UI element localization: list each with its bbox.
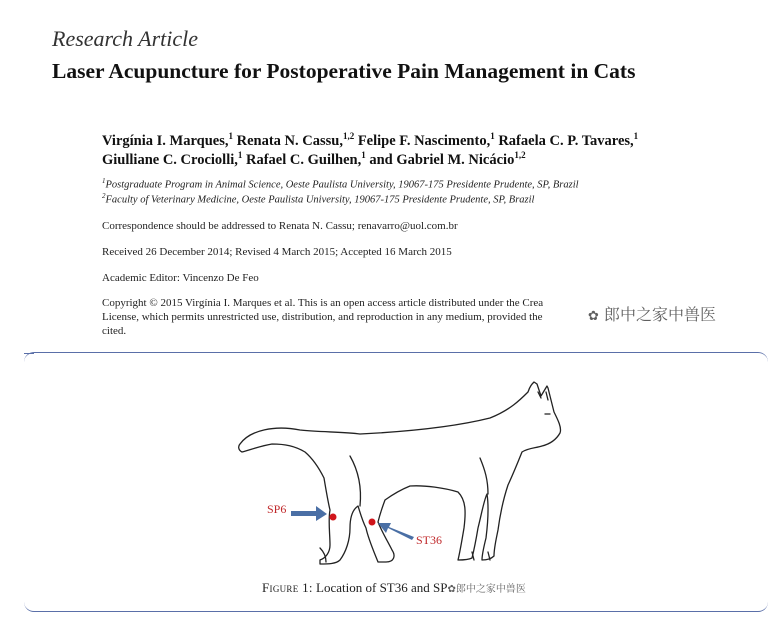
author-name: Virgínia I. Marques, [102, 132, 229, 149]
cat-front-leg-line [480, 458, 488, 494]
figure-caption [262, 580, 526, 596]
affiliation-mark: 2 [102, 192, 106, 200]
figure-caption-text: Location of ST36 and SP [316, 580, 448, 595]
sp6-marker [330, 514, 337, 521]
copyright-line: cited. [102, 325, 127, 337]
author-affiliation-mark: 1 [228, 131, 233, 141]
author-affiliation-mark: 1 [633, 131, 639, 141]
author-affiliation-mark: 1 [490, 131, 495, 141]
author-affiliation-mark: 1 [237, 150, 243, 160]
publication-dates: Received 26 December 2014; Revised 4 March 2015; Accepted 16 March 2015 [102, 246, 452, 258]
st36-arrow [378, 523, 414, 540]
cat-ear-inner [546, 392, 548, 400]
author-affiliation-mark: 1 [361, 150, 366, 160]
section-label: Research Article [52, 26, 199, 51]
author-name: Felipe F. Nascimento, [357, 132, 491, 149]
affiliation-text: Faculty of Veterinary Medicine, Oeste Paulista University, 19067-175 Presidente Prudente, SP, Brazil [105, 194, 535, 206]
article-title: Laser Acupuncture for Postoperative Pain Management in Cats [52, 59, 636, 83]
figure-number: Figure 1: [262, 580, 313, 595]
sp6-label: SP6 [267, 502, 287, 516]
author-affiliation-mark: 1,2 [342, 131, 355, 141]
copyright-line: License, which permits unrestricted use, distribution, and reproduction in any medium, provided the [102, 311, 543, 323]
affiliation-mark: 1 [102, 177, 106, 185]
st36-marker [369, 519, 376, 526]
author-name: and Gabriel M. Nicácio [369, 151, 515, 168]
wechat-icon: ✿ [447, 584, 456, 595]
correspondence: Correspondence should be addressed to Renata N. Cassu; renavarro@uol.com.br [102, 220, 458, 232]
st36-label: ST36 [416, 533, 443, 547]
cat-hind-leg-line [350, 456, 361, 506]
sp6-arrow [291, 506, 327, 521]
author-name: Renata N. Cassu, [236, 132, 343, 149]
author-name: Rafaela C. P. Tavares, [498, 132, 634, 149]
academic-editor: Academic Editor: Vincenzo De Feo [102, 272, 259, 284]
watermark-text: 郎中之家中兽医 [455, 584, 526, 595]
watermark-text: 郎中之家中兽医 [604, 305, 717, 324]
watermark [447, 584, 525, 595]
affiliation-text: Postgraduate Program in Animal Science, Oeste Paulista University, 19067-175 Presidente Prudente, SP, Brazil [105, 179, 579, 191]
author-affiliation-mark: 1,2 [514, 150, 526, 160]
copyright-line: Copyright © 2015 Virgínia I. Marques et al. This is an open access article distributed under the Crea [102, 297, 544, 309]
wechat-icon: ✿ [588, 309, 599, 324]
cat-outline [239, 382, 561, 564]
author-name: Giulliane C. Crociolli, [102, 151, 238, 168]
author-name: Rafael C. Guilhen, [246, 151, 362, 168]
